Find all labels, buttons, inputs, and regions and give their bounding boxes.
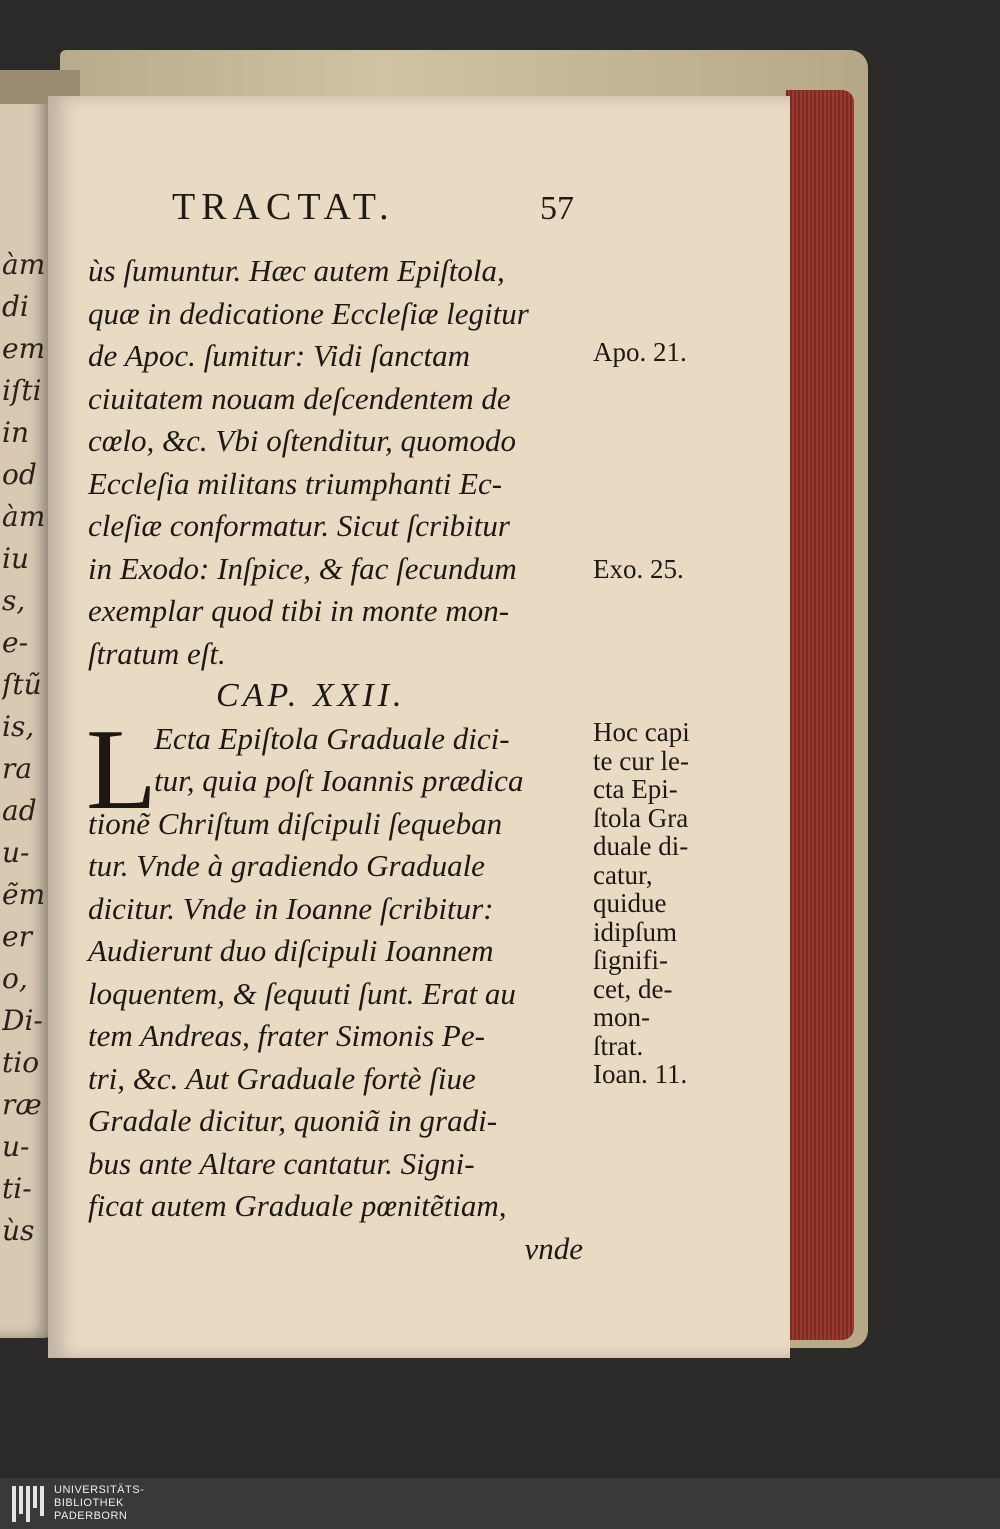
- margin-note-line: ſtrat.: [593, 1030, 644, 1061]
- text-line: Ecta Epiſtola Graduale dici-: [154, 720, 510, 756]
- library-logo-text: [54, 1484, 144, 1523]
- margin-note-line: Hoc capi: [593, 717, 690, 747]
- page-number: 57: [540, 190, 574, 227]
- margin-note-line: Exo. 25.: [593, 554, 684, 584]
- margin-note-chapter: [593, 718, 723, 1089]
- text-line: cœlo, &c. Vbi oſtenditur, quomodo: [88, 423, 516, 458]
- left-fragment: in: [2, 416, 29, 449]
- left-fragment: ẽm: [2, 878, 46, 911]
- body-text: [88, 250, 593, 1270]
- text-line: ficat autem Graduale pœnitẽtiam,: [88, 1188, 507, 1223]
- text-line: ſtratum eſt.: [88, 635, 226, 671]
- margin-note-exod: [593, 555, 723, 584]
- margin-note-line: cta Epi-: [593, 774, 678, 804]
- left-fragment: u-: [2, 1130, 30, 1163]
- left-fragment: is,: [2, 710, 35, 743]
- left-fragment: er: [2, 920, 32, 953]
- logo-text-line: UNIVERSITÄTS-: [54, 1484, 145, 1496]
- left-fragment: tio: [2, 1046, 40, 1079]
- left-fragment: àm: [2, 248, 46, 281]
- margin-note-line: te cur le-: [593, 745, 689, 776]
- left-fragment: ræ: [2, 1088, 42, 1121]
- margin-note-line: ſignifi-: [593, 945, 668, 975]
- margin-note-line: ſtola Gra: [593, 802, 689, 833]
- logo-text-line: PADERBORN: [54, 1510, 128, 1522]
- left-fragment: àm: [2, 500, 46, 533]
- text-line: ciuitatem nouam deſcendentem de: [88, 380, 511, 416]
- page-edges: [786, 90, 854, 1340]
- text-line: quæ in dedicatione Eccleſiæ legitur: [88, 295, 529, 331]
- left-fragment: Di-: [2, 1004, 43, 1037]
- left-fragment: od: [2, 458, 37, 491]
- text-line: tem Andreas, frater Simonis Pe-: [88, 1018, 485, 1053]
- margin-note-line: duale di-: [593, 831, 689, 861]
- margin-note-line: Ioan. 11.: [593, 1059, 688, 1089]
- left-fragment: em: [2, 332, 46, 365]
- left-fragment: ſtũ: [2, 668, 42, 701]
- margin-note-line: Apo. 21.: [593, 337, 687, 367]
- text-line: loquentem, & ſequuti ſunt. Erat au: [88, 975, 516, 1011]
- left-fragment: ra: [2, 752, 33, 785]
- text-line: tri, &c. Aut Graduale fortè ſiue: [88, 1060, 476, 1096]
- library-footer: [0, 1478, 1000, 1529]
- running-head: TRACTAT.: [172, 186, 395, 228]
- text-line: cleſiæ conformatur. Sicut ſcribitur: [88, 508, 510, 543]
- text-line: de Apoc. ſumitur: Vidi ſanctam: [88, 338, 470, 373]
- left-fragment: iſti: [2, 374, 42, 407]
- margin-note-apoc: [593, 338, 723, 367]
- margin-note-line: idipſum: [593, 916, 678, 947]
- margin-note-line: catur,: [593, 859, 653, 890]
- left-fragment: u-: [2, 836, 30, 869]
- text-line: in Exodo: Inſpice, & fac ſecundum: [88, 550, 517, 586]
- left-fragment: di: [2, 290, 29, 323]
- library-logo-icon: [12, 1486, 44, 1522]
- logo-text-line: BIBLIOTHEK: [54, 1497, 124, 1509]
- left-fragment: ùs: [2, 1214, 35, 1247]
- text-line: tionẽ Chriſtum diſcipuli ſequeban: [88, 805, 503, 841]
- text-line: exemplar quod tibi in monte mon-: [88, 593, 510, 628]
- chapter-heading: CAP. XXII.: [216, 677, 406, 714]
- left-fragment: s,: [2, 584, 26, 617]
- text-line: bus ante Altare cantatur. Signi-: [88, 1145, 475, 1181]
- catchword: vnde: [524, 1230, 583, 1266]
- margin-note-line: mon-: [593, 1002, 650, 1032]
- left-fragment: ti-: [2, 1172, 32, 1205]
- text-line: ùs ſumuntur. Hæc autem Epiſtola,: [88, 253, 505, 288]
- text-line: tur. Vnde à gradiendo Graduale: [88, 848, 485, 883]
- left-fragment: iu: [2, 542, 29, 575]
- text-line: Gradale dicitur, quoniã in gradi-: [88, 1103, 498, 1138]
- text-line: Eccleſia militans triumphanti Ec-: [88, 465, 503, 501]
- margin-note-line: quidue: [593, 888, 667, 918]
- text-line: tur, quia poſt Ioannis prædica: [154, 763, 524, 798]
- margin-note-line: cet, de-: [593, 973, 673, 1004]
- left-fragment: ad: [2, 794, 37, 827]
- drop-initial: L: [86, 706, 157, 834]
- text-line: Audierunt duo diſcipuli Ioannem: [88, 933, 494, 968]
- left-page-fragment: [0, 78, 52, 1338]
- text-line: dicitur. Vnde in Ioanne ſcribitur:: [88, 890, 494, 926]
- left-fragment: o,: [2, 962, 28, 995]
- left-fragment: e-: [2, 626, 29, 659]
